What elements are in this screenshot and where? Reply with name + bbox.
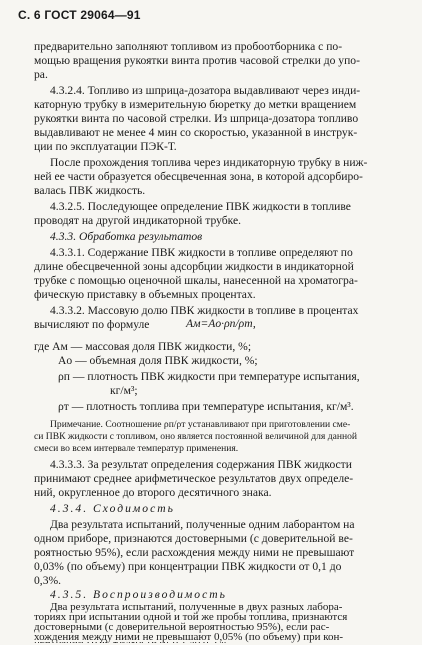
text-line: 0,03% (по объему) при концентрации ПВК жидкости от 0,1 до — [34, 560, 342, 573]
section-heading: 4.3.3. Обработка результатов — [50, 230, 203, 243]
text-line: Два результата испытаний, полученные одним лаборантом на — [50, 518, 355, 531]
text-line: каторную трубку в измерительную бюретку до метки вращением — [34, 98, 357, 111]
section-heading: 4.3.5. Воспроизводимость — [50, 588, 227, 601]
text-line — [34, 642, 229, 643]
text-line: 4.3.2.5. Последующее определение ПВК жидкости в топливе — [50, 200, 351, 213]
text-line: ней ее части образуется обесцвеченная зона, в которой адсорбиро- — [34, 170, 363, 183]
note-line: Примечание. Соотношение ρп/ρт устанавливают при приготовлении сме- — [50, 419, 351, 430]
definition-line: Aо — объемная доля ПВК жидкости, %; — [58, 354, 258, 367]
text-line: трубке с помощью оценочной шкалы, нанесенной на хроматогра- — [34, 274, 358, 287]
text-line: рукоятки винта по часовой стрелки. Из шприца-дозатора топливо — [34, 112, 359, 125]
text-line: выдавливают не менее 4 мин со скоростью, указанной в инструк- — [34, 126, 358, 139]
text-line: хождения между ними не превышают 0,05% (по объему) при кон- — [34, 631, 344, 643]
page-header: С. 6 ГОСТ 29064—91 — [18, 8, 141, 22]
text-line: Два результата испытаний, полученные в двух разных лабора- — [50, 601, 343, 613]
text-line: 4.3.3.2. Массовую долю ПВК жидкости в топливе в процентах — [50, 304, 359, 317]
note-line: си ПВК жидкости с топливом, оно является постоянной величиной для данной — [34, 431, 358, 442]
text-line: принимают среднее арифметическое результатов двух определе- — [34, 472, 354, 485]
definition-line: ρп — плотность ПВК жидкости при температуре испытания, — [58, 370, 360, 383]
text-line: роятностью 95%), если расхождения между ними не превышают — [34, 546, 355, 559]
text-line: проводят на другой индикаторной трубке. — [34, 214, 242, 227]
text-line: длине обесцвеченной зоны адсорбции жидкости в индикаторной — [34, 260, 354, 273]
text-line: вычисляют по формуле — [34, 318, 150, 331]
text-line: ра. — [34, 68, 48, 81]
text-line: ний, округленное до второго десятичного знака. — [34, 486, 272, 499]
definition-line: кг/м³; — [110, 384, 138, 397]
text-line: 0,3%. — [34, 574, 62, 587]
formula: Aм=Aо·ρп/ρт, — [186, 317, 256, 330]
text-line: предварительно заполняют топливом из пробоотборника с по- — [34, 40, 343, 53]
note-line: смеси во всем интервале температур применения. — [34, 443, 239, 454]
text-line: 4.3.3.1. Содержание ПВК жидкости в топливе определяют по — [50, 246, 353, 259]
text-line: одном приборе, признаются достоверными (с доверительной ве- — [34, 532, 353, 545]
text-line: 4.3.2.4. Топливо из шприца-дозатора выдавливают через инди- — [50, 84, 361, 97]
text-line: ториях при испытании одной и той же пробы топлива, признаются — [34, 611, 348, 623]
definition-line: ρт — плотность топлива при температуре испытания, кг/м³. — [58, 400, 354, 413]
text-line: фическую приставку в объемных процентах. — [34, 288, 256, 301]
section-heading: 4.3.4. Сходимость — [50, 502, 175, 515]
text-line: валась ПВК жидкость. — [34, 184, 146, 197]
text-line: мощью вращения рукоятки винта против часовой стрелки до упо- — [34, 54, 360, 67]
text-line: 4.3.3.3. За результат определения содержания ПВК жидкости — [50, 458, 352, 471]
text-line: ции по эксплуатации ПЭК-Т. — [34, 140, 177, 153]
definition-line: где Aм — массовая доля ПВК жидкости, %; — [34, 340, 252, 353]
text-line: достоверными (с доверительной вероятностью 95%), если рас- — [34, 621, 330, 633]
text-line: После прохождения топлива через индикаторную трубку в ниж- — [50, 156, 368, 169]
